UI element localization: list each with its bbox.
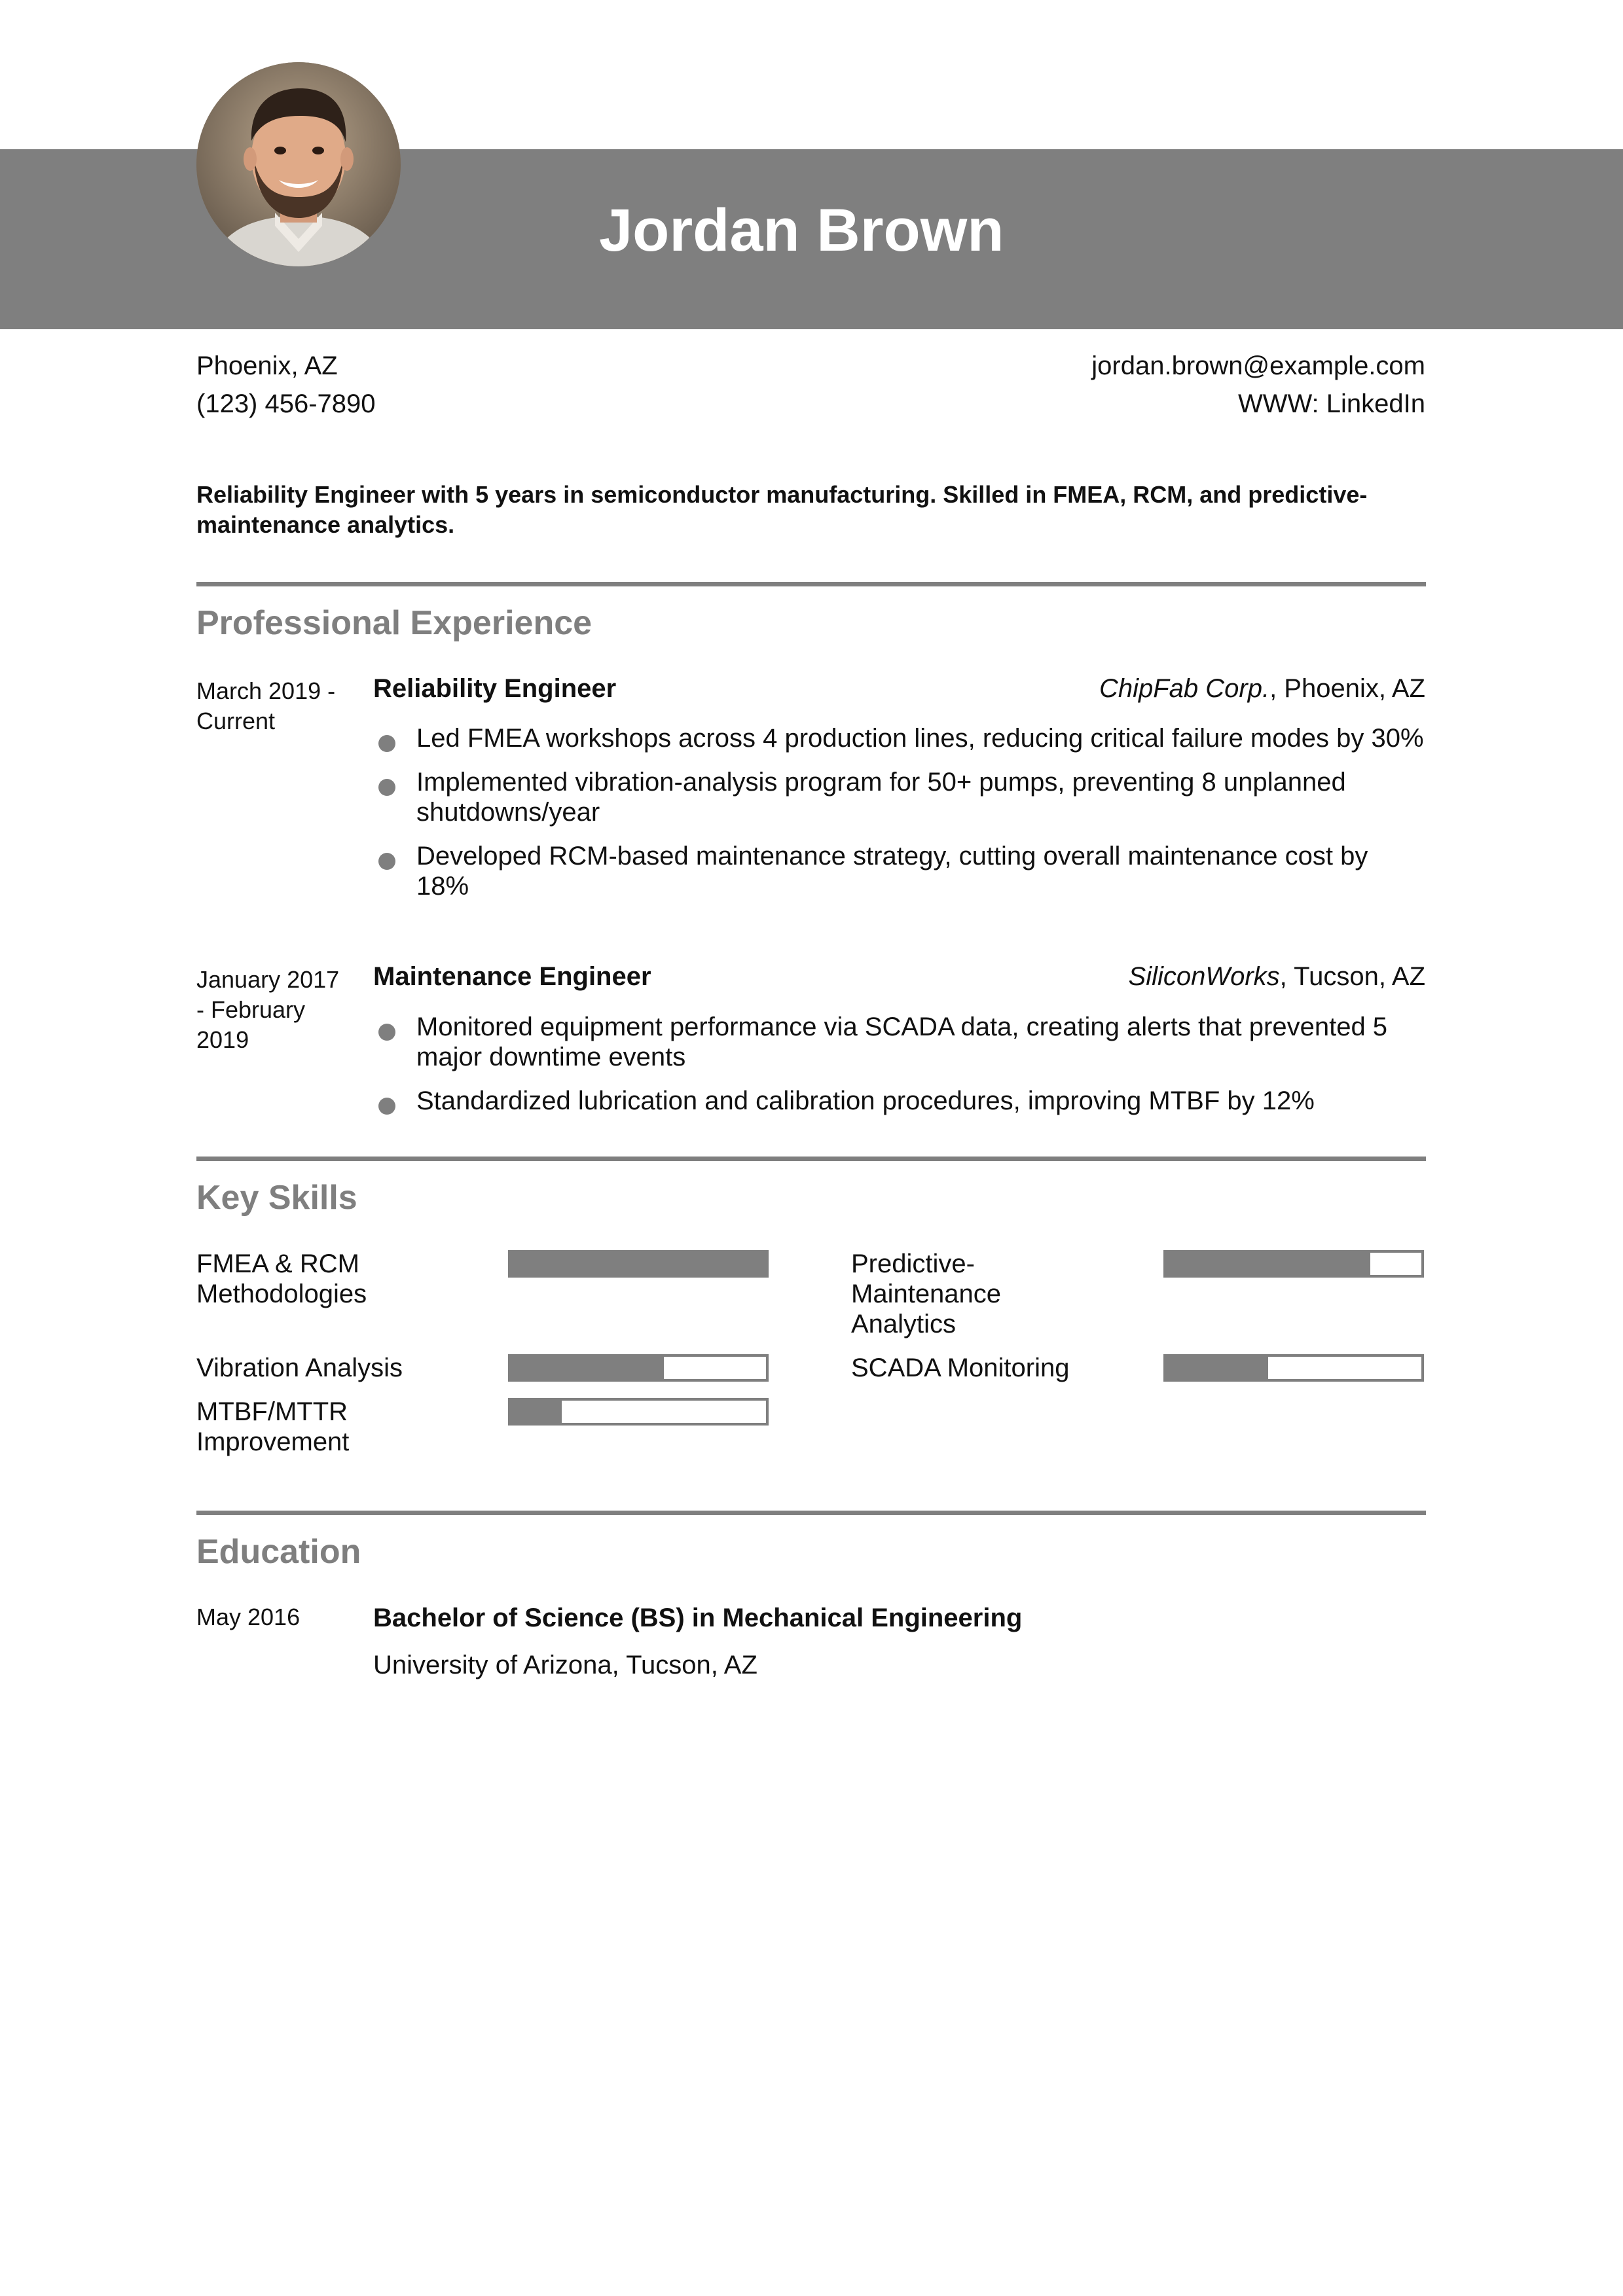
bullet-dot-icon	[378, 779, 395, 796]
education-date: May 2016	[196, 1604, 301, 1630]
job-bullet: Standardized lubrication and calibration procedures, improving MTBF by 12%	[373, 1086, 1427, 1116]
experience-heading: Professional Experience	[196, 604, 593, 642]
contact-right	[1091, 347, 1425, 423]
section-divider	[196, 1511, 1426, 1515]
skill-bar	[1163, 1250, 1424, 1278]
email-link[interactable]: jordan.brown@example.com	[1091, 351, 1425, 380]
education-degree: Bachelor of Science (BS) in Mechanical Engineering	[373, 1604, 1023, 1632]
skills-heading: Key Skills	[196, 1179, 357, 1217]
education-school: University of Arizona, Tucson, AZ	[373, 1651, 757, 1679]
phone-text: (123) 456-7890	[196, 389, 376, 418]
job-bullet: Implemented vibration-analysis program for 50+ pumps, preventing 8 unplanned shutdowns/year	[373, 767, 1427, 827]
skill-bar-fill	[511, 1357, 664, 1379]
linkedin-link[interactable]: WWW: LinkedIn	[1238, 389, 1425, 418]
job-dates: January 2017 - February 2019	[196, 966, 340, 1053]
section-divider	[196, 582, 1426, 586]
job-bullets	[373, 723, 1427, 915]
job-bullet: Monitored equipment performance via SCADA data, creating alerts that prevented 5 major downtime events	[373, 1012, 1427, 1072]
bullet-dot-icon	[378, 1024, 395, 1041]
candidate-name: Jordan Brown	[599, 197, 1004, 264]
skill-bar-fill	[511, 1401, 562, 1423]
job-company	[1099, 674, 1425, 704]
professional-summary: Reliability Engineer with 5 years in semiconductor manufacturing. Skilled in FMEA, RCM, and predictive-maintenance analytics.	[196, 481, 1368, 538]
job-title: Reliability Engineer	[373, 674, 617, 703]
job-dates: March 2019 - Current	[196, 677, 336, 734]
job-bullet: Led FMEA workshops across 4 production lines, reducing critical failure modes by 30%	[373, 723, 1427, 753]
bullet-dot-icon	[378, 853, 395, 870]
contact-left	[196, 347, 376, 423]
bullet-dot-icon	[378, 735, 395, 752]
profile-photo-image	[196, 62, 401, 266]
skill-bar-fill	[1166, 1253, 1370, 1275]
job-bullets	[373, 1012, 1427, 1130]
job-bullet: Developed RCM-based maintenance strategy, cutting overall maintenance cost by 18%	[373, 841, 1427, 901]
skill-bar	[508, 1354, 769, 1382]
profile-photo	[196, 62, 401, 266]
location-text: Phoenix, AZ	[196, 351, 338, 380]
skill-bar-fill	[1166, 1357, 1268, 1379]
job-company	[1129, 962, 1425, 992]
skill-label: Predictive-Maintenance Analytics	[851, 1249, 1002, 1338]
skill-label: MTBF/MTTR Improvement	[196, 1397, 350, 1456]
skill-label: Vibration Analysis	[196, 1354, 403, 1382]
bullet-dot-icon	[378, 1098, 395, 1115]
job-title: Maintenance Engineer	[373, 962, 651, 991]
skill-label: FMEA & RCM Methodologies	[196, 1249, 367, 1308]
company-name: ChipFab Corp.	[1099, 674, 1270, 703]
skill-bar-fill	[511, 1253, 766, 1275]
skill-bar	[508, 1398, 769, 1426]
skill-bar	[508, 1250, 769, 1278]
skill-label: SCADA Monitoring	[851, 1354, 1070, 1382]
section-divider	[196, 1157, 1426, 1161]
skill-bar	[1163, 1354, 1424, 1382]
company-location: , Phoenix, AZ	[1269, 674, 1425, 703]
company-name: SiliconWorks	[1128, 962, 1280, 991]
company-location: , Tucson, AZ	[1279, 962, 1425, 991]
education-heading: Education	[196, 1533, 361, 1571]
